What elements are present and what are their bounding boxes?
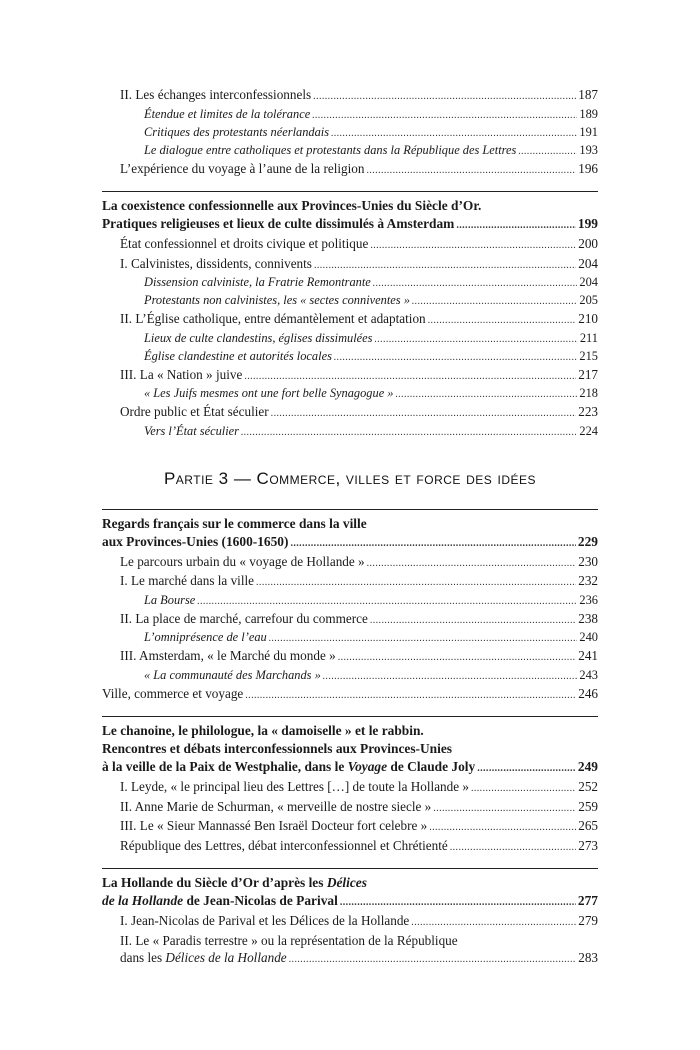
entry-page: 224 xyxy=(579,423,598,438)
entry-title: Ordre public et État séculier xyxy=(120,404,269,419)
title-text: de Claude Joly xyxy=(387,759,476,774)
toc-entry[interactable] xyxy=(102,292,598,310)
toc-entry[interactable] xyxy=(102,366,598,386)
entry-title: I. Calvinistes, dissidents, connivents xyxy=(120,255,312,271)
entry-page: 218 xyxy=(579,386,598,400)
entry-title: « Les Juifs mesmes ont une fort belle Synagogue » xyxy=(144,386,394,400)
leader-dots xyxy=(477,758,576,778)
entry-page: 215 xyxy=(579,348,598,363)
entry-page: 238 xyxy=(578,610,598,626)
entry-page: 279 xyxy=(578,913,598,928)
leader-dots xyxy=(370,235,576,255)
leader-dots xyxy=(338,647,577,667)
leader-dots xyxy=(456,215,576,235)
leader-dots xyxy=(313,86,576,106)
toc-entry[interactable] xyxy=(102,403,598,423)
entry-title: I. Le marché dans la ville xyxy=(120,573,255,588)
chapter-title-line: aux Provinces-Unies (1600-1650) xyxy=(102,533,289,549)
entry-italic: Délices de la Hollande xyxy=(165,950,287,965)
toc-entry[interactable] xyxy=(102,255,598,275)
entry-title xyxy=(120,949,287,967)
toc-entry[interactable] xyxy=(102,160,598,180)
toc-entry[interactable] xyxy=(102,837,598,857)
toc-entry[interactable] xyxy=(102,385,598,403)
toc-chapter-hollande xyxy=(102,868,598,969)
leader-dots xyxy=(375,330,578,348)
leader-dots xyxy=(471,778,576,798)
entry-page: 273 xyxy=(578,837,598,853)
toc-chapter-regards xyxy=(102,509,598,705)
entry-title: III. La « Nation » juive xyxy=(120,366,243,382)
entry-page: 204 xyxy=(578,255,598,271)
entry-title: L’expérience du voyage à l’aune de la religion xyxy=(120,160,365,176)
entry-page: 230 xyxy=(578,553,598,569)
chapter-page: 249 xyxy=(577,759,598,774)
entry-page: 243 xyxy=(579,667,598,682)
toc-entry[interactable] xyxy=(102,778,598,798)
entry-page: 205 xyxy=(579,293,598,307)
chapter-title-line xyxy=(102,892,338,910)
entry-title: II. La place de marché, carrefour du commerce xyxy=(120,610,368,626)
entry-title: Le dialogue entre catholiques et protestants dans la République des Lettres xyxy=(144,142,517,157)
leader-dots xyxy=(396,385,578,403)
toc-entry[interactable] xyxy=(102,647,598,667)
chapter-title-row[interactable] xyxy=(102,892,598,912)
leader-dots xyxy=(412,292,578,310)
toc-entry[interactable] xyxy=(102,142,598,160)
toc-section-top xyxy=(102,86,598,179)
toc-chapter-chanoine xyxy=(102,716,598,856)
leader-dots xyxy=(373,274,578,292)
leader-dots xyxy=(314,255,576,275)
toc-entry[interactable] xyxy=(102,330,598,348)
toc-chapter-coexistence xyxy=(102,191,598,441)
leader-dots xyxy=(366,160,576,180)
leader-dots xyxy=(518,142,577,160)
entry-title: Ville, commerce et voyage xyxy=(102,685,244,701)
entry-title: Église clandestine et autorités locales xyxy=(144,348,332,363)
entry-title: Étendue et limites de la tolérance xyxy=(144,106,311,121)
leader-dots xyxy=(245,685,576,705)
chapter-title-line: Le chanoine, le philologue, la « damoiselle » et le rabbin. xyxy=(102,723,424,738)
entry-page: 189 xyxy=(579,106,598,121)
entry-page: 223 xyxy=(578,404,598,419)
table-of-contents xyxy=(102,86,598,969)
toc-entry[interactable] xyxy=(102,124,598,142)
toc-entry[interactable] xyxy=(102,798,598,818)
chapter-title-row[interactable] xyxy=(102,215,598,235)
leader-dots xyxy=(450,837,576,857)
toc-entry[interactable] xyxy=(102,667,598,685)
entry-title: L’omniprésence de l’eau xyxy=(144,630,267,644)
toc-entry[interactable] xyxy=(102,553,598,573)
chapter-title-line: La coexistence confessionnelle aux Provinces-Unies du Siècle d’Or. xyxy=(102,198,482,213)
leader-dots xyxy=(370,610,576,630)
entry-page: 246 xyxy=(578,685,598,701)
toc-entry[interactable] xyxy=(102,592,598,610)
entry-page: 211 xyxy=(579,330,598,345)
chapter-title-line: Regards français sur le commerce dans la ville xyxy=(102,515,367,531)
entry-page: 191 xyxy=(579,124,598,139)
entry-page: 193 xyxy=(579,142,598,157)
toc-entry[interactable] xyxy=(102,235,598,255)
leader-dots xyxy=(411,912,576,932)
entry-title: II. Les échanges interconfessionnels xyxy=(120,87,312,102)
entry-title: Le parcours urbain du « voyage de Hollande » xyxy=(120,553,365,569)
leader-dots xyxy=(241,423,577,441)
chapter-title-line xyxy=(102,874,598,892)
entry-page: 196 xyxy=(578,160,598,176)
toc-entry[interactable] xyxy=(102,423,598,441)
leader-dots xyxy=(290,533,575,553)
entry-page: 217 xyxy=(578,366,598,382)
title-text: La Hollande du Siècle d’Or d’après les xyxy=(102,875,327,890)
leader-dots xyxy=(312,106,577,124)
leader-dots xyxy=(197,592,577,610)
leader-dots xyxy=(244,366,576,386)
leader-dots xyxy=(323,667,578,685)
entry-title: Protestants non calvinistes, les « sectes conniventes » xyxy=(144,293,410,307)
leader-dots xyxy=(429,817,576,837)
entry-title: « La communauté des Marchands » xyxy=(144,667,321,682)
entry-page: 200 xyxy=(578,236,598,251)
title-text: à la veille de la Paix de Westphalie, dans le xyxy=(102,759,348,774)
leader-dots xyxy=(428,310,577,330)
toc-entry[interactable] xyxy=(102,310,598,330)
leader-dots xyxy=(289,949,577,969)
toc-entry[interactable] xyxy=(102,106,598,124)
chapter-title-row[interactable] xyxy=(102,533,598,553)
leader-dots xyxy=(271,403,577,423)
toc-entry[interactable] xyxy=(102,912,598,932)
entry-title: Lieux de culte clandestins, églises dissimulées xyxy=(144,330,373,345)
entry-title: République des Lettres, débat interconfessionnel et Chrétienté xyxy=(120,837,448,853)
entry-page: 232 xyxy=(578,573,598,588)
entry-page: 236 xyxy=(579,592,598,607)
toc-entry[interactable] xyxy=(102,274,598,292)
chapter-page: 229 xyxy=(577,533,598,549)
title-italic: de la Hollande xyxy=(102,893,184,908)
toc-entry[interactable] xyxy=(102,86,598,106)
entry-title: État confessionnel et droits civique et politique xyxy=(120,236,369,251)
leader-dots xyxy=(331,124,577,142)
leader-dots xyxy=(256,572,576,592)
entry-title: I. Leyde, « le principal lieu des Lettres […] de toute la Hollande » xyxy=(120,779,469,794)
title-italic: Voyage xyxy=(347,759,388,774)
entry-title: La Bourse xyxy=(144,592,196,607)
chapter-page: 199 xyxy=(577,216,598,231)
toc-entry[interactable] xyxy=(102,949,598,969)
entry-title: II. Anne Marie de Schurman, « merveille de nostre siecle » xyxy=(120,798,432,814)
entry-page: 204 xyxy=(579,275,598,289)
leader-dots xyxy=(367,553,577,573)
entry-page: 252 xyxy=(578,779,598,794)
toc-entry[interactable] xyxy=(102,572,598,592)
entry-title: II. L’Église catholique, entre démantèlement et adaptation xyxy=(120,311,426,326)
entry-page: 241 xyxy=(578,648,598,663)
toc-entry[interactable] xyxy=(102,348,598,366)
entry-title: I. Jean-Nicolas de Parival et les Délices de la Hollande xyxy=(120,913,410,928)
entry-title: Dissension calviniste, la Fratrie Remontrante xyxy=(144,275,371,289)
entry-text: dans les xyxy=(120,950,166,965)
leader-dots xyxy=(340,892,576,912)
chapter-title-line xyxy=(102,758,475,776)
entry-page: 259 xyxy=(578,798,598,814)
entry-page: 187 xyxy=(578,87,598,102)
title-text: de Jean-Nicolas de Parival xyxy=(183,893,338,908)
entry-title: Vers l’État séculier xyxy=(144,423,239,438)
toc-entry[interactable] xyxy=(102,817,598,837)
entry-page: 240 xyxy=(579,630,598,644)
chapter-title-line: Pratiques religieuses et lieux de culte dissimulés à Amsterdam xyxy=(102,216,455,231)
leader-dots xyxy=(269,629,578,647)
entry-title-line: II. Le « Paradis terrestre » ou la représentation de la République xyxy=(120,932,458,948)
entry-page: 283 xyxy=(578,950,598,965)
title-italic: Délices xyxy=(326,875,367,890)
entry-title: Critiques des protestants néerlandais xyxy=(144,124,330,139)
toc-entry[interactable] xyxy=(102,629,598,647)
leader-dots xyxy=(334,348,578,366)
chapter-title-row[interactable] xyxy=(102,758,598,778)
chapter-page: 277 xyxy=(577,893,598,908)
part-heading: Partie 3 — Commerce, villes et force des idées xyxy=(163,468,537,488)
toc-entry[interactable] xyxy=(102,610,598,630)
entry-page: 210 xyxy=(578,311,598,326)
entry-title: III. Le « Sieur Mannassé Ben Israël Docteur fort celebre » xyxy=(120,818,428,833)
entry-title: III. Amsterdam, « le Marché du monde » xyxy=(120,648,336,663)
toc-entry[interactable] xyxy=(102,685,598,705)
entry-page: 265 xyxy=(578,818,598,833)
chapter-title-line: Rencontres et débats interconfessionnels aux Provinces-Unies xyxy=(102,741,452,756)
leader-dots xyxy=(433,798,576,818)
